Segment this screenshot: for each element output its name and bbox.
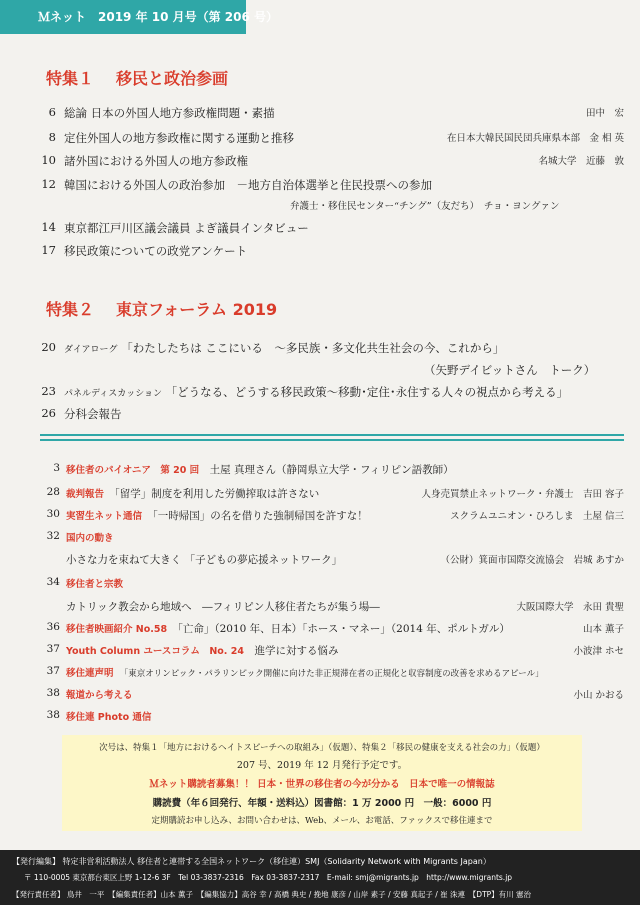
news-title: 小さな力を束ねて大きく 「子どもの夢応援ネットワーク」 bbox=[66, 554, 343, 566]
toc-row[interactable] bbox=[40, 384, 624, 402]
feature2-title: 東京フォーラム 2019 bbox=[116, 300, 278, 319]
page-number: 26 bbox=[41, 406, 56, 420]
article-title: 定住外国人の地方参政権に関する運動と推移 bbox=[64, 131, 294, 145]
page-number: 34 bbox=[46, 576, 60, 588]
toc-row[interactable] bbox=[40, 153, 624, 171]
page-number: 30 bbox=[46, 508, 60, 520]
news-title: カトリック教会から地域へ ―フィリピン人移住者たちが集う場― bbox=[66, 601, 380, 613]
article-type: ダイアローグ bbox=[64, 345, 118, 355]
issue-header bbox=[0, 0, 279, 34]
issue-title: Ｍネット 2019 年 10 月号（第 206 号） bbox=[38, 10, 279, 24]
news-row[interactable] bbox=[40, 687, 624, 705]
news-row[interactable] bbox=[40, 530, 624, 548]
news-title: 「一時帰国」の名を借りた強制帰国を許すな！ bbox=[152, 510, 368, 522]
page-number: 38 bbox=[46, 687, 60, 699]
subscription-price: 購読費（年６回発行、年額・送料込）図書館：1 万 2000 円 一般：6000 円 bbox=[152, 798, 492, 809]
news-title: 「留学」制度を利用した労働搾取は許さない bbox=[114, 488, 320, 500]
news-title: 「東京オリンピック・パラリンピック開催に向けた非正規滞在者の正規化と収容制度の改善を求めるアピール」 bbox=[124, 669, 544, 679]
toc-row[interactable] bbox=[40, 406, 624, 424]
publisher-footer bbox=[0, 850, 640, 905]
page-number: 17 bbox=[41, 243, 56, 257]
feature1-label: 特集１ bbox=[46, 69, 95, 88]
feature2-heading bbox=[46, 297, 277, 320]
article-author: 田中 宏 bbox=[585, 108, 624, 119]
news-row[interactable] bbox=[40, 508, 624, 526]
news-category: 国内の動き bbox=[66, 533, 114, 544]
feature2-label: 特集２ bbox=[46, 300, 95, 319]
toc-row[interactable] bbox=[40, 243, 624, 261]
next-issue-text: 次号は、特集１「地方におけるヘイトスピーチへの取組み」（仮題）、特集２「移民の健康を支える社会の力」（仮題） bbox=[99, 743, 545, 753]
news-category: Youth Column ユースコラム No. 24 bbox=[66, 646, 244, 657]
article-title: 総論 日本の外国人地方参政権問題・素描 bbox=[64, 106, 275, 120]
news-category: 裁判報告 bbox=[66, 489, 105, 500]
news-category: 移住連 Photo 通信 bbox=[66, 712, 152, 723]
article-title: 「わたしたちは ここにいる ～多民族・多文化共生社会の今、これから」 bbox=[121, 341, 505, 355]
toc-row[interactable] bbox=[40, 105, 624, 123]
news-author: スクラムユニオン・ひろしま 土屋 信三 bbox=[450, 511, 624, 522]
news-category: 実習生ネット通信 bbox=[66, 511, 143, 522]
page-number: 12 bbox=[41, 177, 56, 191]
feature1-title: 移民と政治参画 bbox=[116, 69, 229, 88]
toc-row[interactable] bbox=[40, 130, 624, 148]
subscription-headline: Ｍネット購読者募集！！ 日本・世界の移住者の今が分かる 日本で唯一の情報誌 bbox=[149, 779, 495, 790]
article-author: 在日本大韓民国民団兵庫県本部 金 相 英 bbox=[446, 133, 624, 144]
article-speaker: （矢野デイビットさん トーク） bbox=[424, 363, 596, 377]
news-row[interactable] bbox=[40, 709, 624, 727]
news-row[interactable] bbox=[40, 576, 624, 594]
news-title: 進学に対する悩み bbox=[254, 645, 339, 657]
toc-row[interactable] bbox=[40, 340, 624, 358]
article-author: 弁護士・移住民センター“チング”（友だち） チョ・ヨングァン bbox=[290, 201, 560, 212]
article-author: 名城大学 近藤 敦 bbox=[538, 156, 624, 167]
news-author: 人身売買禁止ネットワーク・弁護士 吉田 容子 bbox=[421, 489, 624, 500]
news-category: 移住者のパイオニア 第 20 回 bbox=[66, 465, 200, 476]
news-row[interactable] bbox=[40, 462, 624, 480]
news-title: 「亡命」（2010 年、日本）「ホース・マネー」（2014 年、ポルトガル） bbox=[177, 623, 510, 635]
news-author: 小波津 ホセ bbox=[573, 646, 624, 657]
page-number: 37 bbox=[46, 643, 60, 655]
news-category: 移住者と宗教 bbox=[66, 579, 124, 590]
section-divider bbox=[40, 439, 624, 441]
toc-row[interactable] bbox=[40, 220, 624, 238]
next-issue-notice bbox=[62, 735, 582, 831]
news-row[interactable] bbox=[40, 599, 624, 617]
news-category: 移住者映画紹介 No.58 bbox=[66, 624, 168, 635]
article-type: パネルディスカッション bbox=[64, 389, 163, 399]
page-number: 20 bbox=[41, 340, 56, 354]
page-number: 14 bbox=[41, 220, 56, 234]
article-title: 諸外国における外国人の地方参政権 bbox=[64, 154, 248, 168]
news-author: 小山 かおる bbox=[573, 690, 624, 701]
page-number: 37 bbox=[46, 665, 60, 677]
page-number: 36 bbox=[46, 621, 60, 633]
article-title: 分科会報告 bbox=[64, 407, 122, 421]
page-number: 38 bbox=[46, 709, 60, 721]
news-title: 土屋 真理さん（静岡県立大学・フィリピン語教師） bbox=[209, 464, 454, 476]
section-divider bbox=[40, 434, 624, 436]
news-author: 山本 薫子 bbox=[582, 624, 624, 635]
page-number: 6 bbox=[48, 105, 56, 119]
news-category: 報道から考える bbox=[66, 690, 133, 701]
editors-line: 【発行責任者】 鳥井 一平 【編集責任者】山本 薫子 【編集協力】高谷 幸 / 高橋 典史 / 挽地 康彦 / 山岸 素子 / 安藤 真起子 / 崔 洙連 【DTP】有川 憲治 bbox=[12, 890, 532, 899]
page-number: 3 bbox=[53, 462, 60, 474]
subscription-contact: 定期購読お申し込み、お問い合わせは、Web、メール、お電話、ファックスで移住連まで bbox=[151, 816, 493, 826]
feature1-heading bbox=[46, 66, 228, 89]
page-number: 32 bbox=[46, 530, 60, 542]
news-row[interactable] bbox=[40, 552, 624, 570]
page-number: 28 bbox=[46, 486, 60, 498]
publisher-line: 【発行編集】 特定非営利活動法人 移住者と連帯する全国ネットワーク（移住連）SMJ（Solidarity Network with Migrants Japan） bbox=[12, 857, 491, 866]
address-line: 〒 110-0005 東京都台東区上野 1-12-6 3F Tel 03-3837-2316 Fax 03-3837-2317 E-mail: smj@migrants.jp http://www.migrants.jp bbox=[24, 873, 513, 882]
news-row[interactable] bbox=[40, 643, 624, 661]
news-author: （公財）箕面市国際交流協会 岩城 あすか bbox=[440, 555, 624, 566]
article-title: 東京都江戸川区議会議員 よぎ議員インタビュー bbox=[64, 221, 309, 235]
news-row[interactable] bbox=[40, 486, 624, 504]
toc-row[interactable] bbox=[40, 177, 624, 195]
page-number: 10 bbox=[41, 153, 56, 167]
article-title: 移民政策についての政党アンケート bbox=[64, 244, 248, 258]
news-category: 移住連声明 bbox=[66, 668, 114, 679]
page-number: 23 bbox=[41, 384, 56, 398]
article-title: 「どうなる、どうする移民政策～移動･定住･永住する人々の視点から考える」 bbox=[165, 385, 569, 399]
article-title: 韓国における外国人の政治参加 －地方自治体選挙と住民投票への参加 bbox=[64, 178, 432, 192]
news-row[interactable] bbox=[40, 621, 624, 639]
next-issue-date: 207 号、2019 年 12 月発行予定です。 bbox=[236, 760, 408, 771]
news-author: 大阪国際大学 永田 貴聖 bbox=[516, 602, 624, 613]
page-number: 8 bbox=[48, 130, 56, 144]
news-row[interactable] bbox=[40, 665, 624, 683]
